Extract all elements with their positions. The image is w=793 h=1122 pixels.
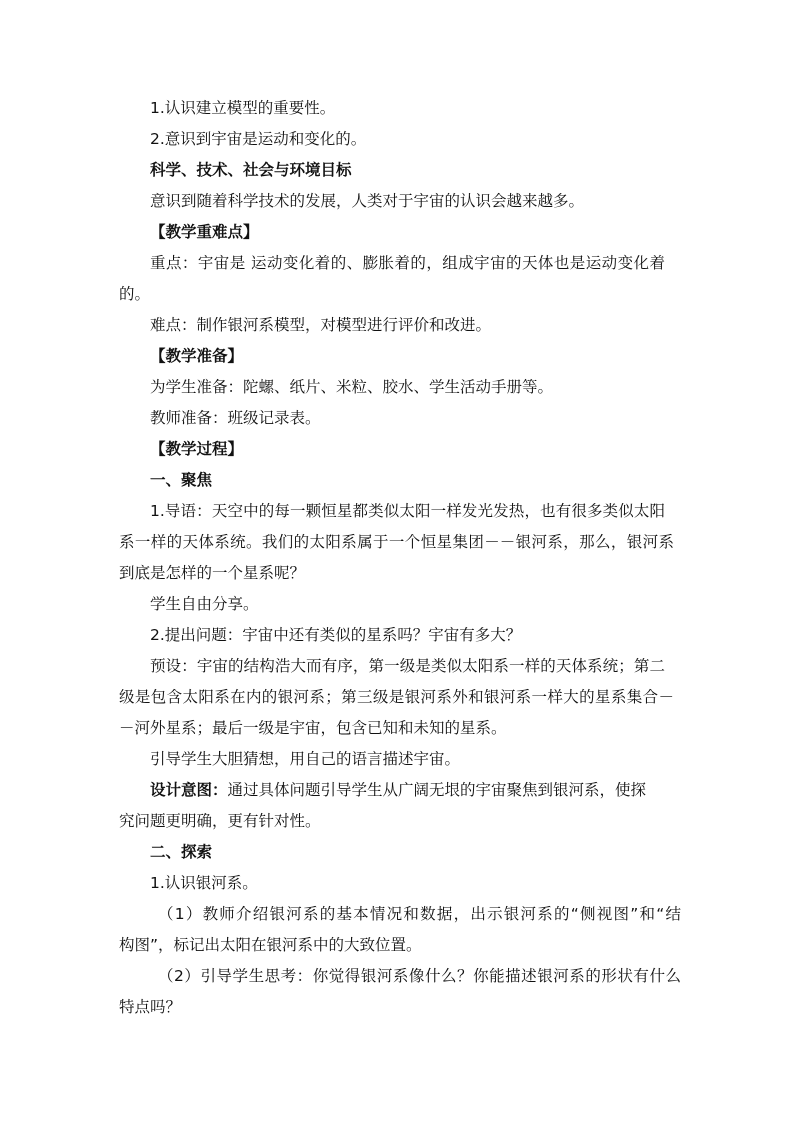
intro-line-2: 系一样的天体系统。我们的太阳系属于一个恒星集团－－银河系，那么，银河系 — [119, 533, 674, 551]
explore-item-2-line-1: （2）引导学生思考：你觉得银河系像什么？你能描述银河系的形状有什么 — [158, 967, 681, 985]
design-intent-label: 设计意图： — [150, 781, 228, 799]
objective-1: 1.认识建立模型的重要性。 — [150, 99, 336, 117]
preset-line-2: 级是包含太阳系在内的银河系；第三级是银河系外和银河系一样大的星系集合－ — [119, 688, 674, 706]
preset-line-1: 预设：宇宙的结构浩大而有序，第一级是类似太阳系一样的天体系统；第二 — [150, 657, 665, 675]
question-text: 2.提出问题：宇宙中还有类似的星系吗？宇宙有多大？ — [150, 626, 522, 644]
student-share: 学生自由分享。 — [150, 595, 259, 613]
explore-step-1: 1.认识银河系。 — [150, 874, 258, 892]
key-point-line-2: 的。 — [119, 285, 151, 303]
student-preparation: 为学生准备：陀螺、纸片、米粒、胶水、学生活动手册等。 — [150, 378, 554, 396]
difficulty-text: 难点：制作银河系模型，对模型进行评价和改进。 — [150, 316, 492, 334]
guide-text: 引导学生大胆猜想，用自己的语言描述宇宙。 — [150, 750, 461, 768]
section-heading-stse: 科学、技术、社会与环境目标 — [150, 161, 352, 179]
section-heading-focus: 一、聚焦 — [150, 471, 213, 489]
teacher-preparation: 教师准备：班级记录表。 — [150, 409, 321, 427]
preset-line-3: －河外星系；最后一级是宇宙，包含已知和未知的星系。 — [119, 719, 507, 737]
explore-item-2-line-2: 特点吗？ — [119, 998, 182, 1016]
section-heading-preparation: 【教学准备】 — [150, 347, 244, 365]
design-intent-line-2: 究问题更明确，更有针对性。 — [119, 812, 321, 830]
stse-goal-text: 意识到随着科学技术的发展，人类对于宇宙的认识会越来越多。 — [150, 192, 585, 210]
key-point-line-1: 重点：宇宙是 运动变化着的、膨胀着的，组成宇宙的天体也是运动变化着 — [150, 254, 665, 272]
explore-item-1-line-2: 构图”，标记出太阳在银河系中的大致位置。 — [119, 936, 422, 954]
design-intent-line-1 — [150, 780, 646, 800]
intro-line-3: 到底是怎样的一个星系呢？ — [119, 564, 306, 582]
section-heading-explore: 二、探索 — [150, 843, 213, 861]
section-heading-process: 【教学过程】 — [150, 440, 244, 458]
explore-item-1-line-1: （1）教师介绍银河系的基本情况和数据，出示银河系的“侧视图”和“结 — [158, 905, 681, 923]
intro-line-1: 1.导语：天空中的每一颗恒星都类似太阳一样发光发热，也有很多类似太阳 — [150, 502, 665, 520]
section-heading-key-points: 【教学重难点】 — [150, 223, 259, 241]
objective-2: 2.意识到宇宙是运动和变化的。 — [150, 130, 367, 148]
design-intent-text: 通过具体问题引导学生从广阔无垠的宇宙聚焦到银河系，使探 — [227, 781, 647, 799]
